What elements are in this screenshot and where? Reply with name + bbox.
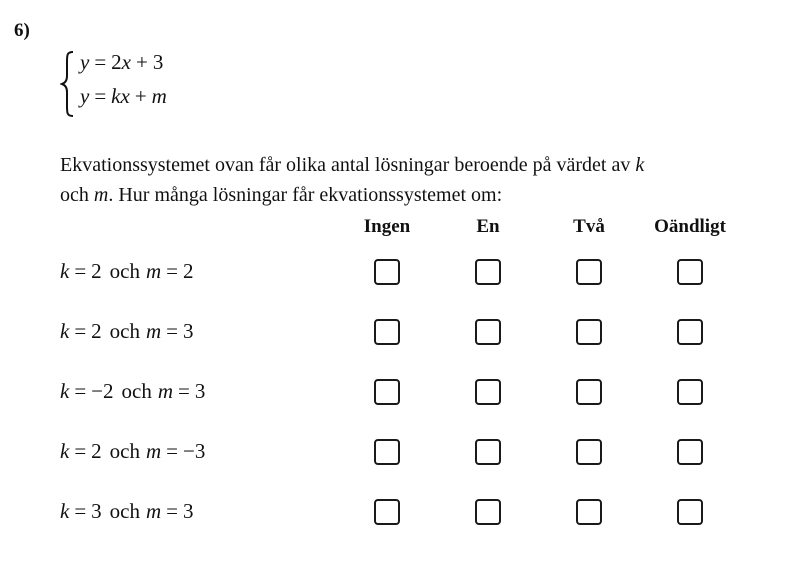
checkbox-row2-ingen[interactable] <box>374 319 400 345</box>
checkbox-row3-ingen[interactable] <box>374 379 400 405</box>
question-text: Ekvationssystemet ovan får olika antal lösningar beroende på värdet av k och m. Hur många lösningar får ekvationssystemet om: <box>60 154 645 206</box>
row-label: k = 2 och m = 2 <box>60 259 194 283</box>
column-header-tva: Två <box>573 216 605 237</box>
checkbox-row4-tva[interactable] <box>576 439 602 465</box>
checkbox-row3-oandligt[interactable] <box>677 379 703 405</box>
checkbox-row2-tva[interactable] <box>576 319 602 345</box>
checkbox-row5-oandligt[interactable] <box>677 499 703 525</box>
checkbox-row4-en[interactable] <box>475 439 501 465</box>
checkbox-row5-en[interactable] <box>475 499 501 525</box>
checkbox-row1-ingen[interactable] <box>374 259 400 285</box>
equation-system <box>60 48 260 120</box>
checkbox-row2-en[interactable] <box>475 319 501 345</box>
column-header-ingen: Ingen <box>363 216 411 237</box>
checkbox-row1-oandligt[interactable] <box>677 259 703 285</box>
checkbox-row1-tva[interactable] <box>576 259 602 285</box>
checkbox-row5-ingen[interactable] <box>374 499 400 525</box>
row-label: k = −2 och m = 3 <box>60 379 206 403</box>
column-header-en: En <box>476 216 500 237</box>
curly-brace-icon <box>60 50 76 118</box>
checkbox-row3-en[interactable] <box>475 379 501 405</box>
equation-1: y = 2x + 3 <box>80 50 164 74</box>
checkbox-row2-oandligt[interactable] <box>677 319 703 345</box>
row-label: k = 2 och m = −3 <box>60 439 206 463</box>
checkbox-row4-oandligt[interactable] <box>677 439 703 465</box>
checkbox-row1-en[interactable] <box>475 259 501 285</box>
question-number: 6) <box>14 20 30 41</box>
equation-2: y = kx + m <box>80 84 167 108</box>
checkbox-row3-tva[interactable] <box>576 379 602 405</box>
checkbox-row5-tva[interactable] <box>576 499 602 525</box>
row-label: k = 2 och m = 3 <box>60 319 194 343</box>
column-header-oandligt: Oändligt <box>654 216 726 237</box>
row-label: k = 3 och m = 3 <box>60 499 194 523</box>
checkbox-row4-ingen[interactable] <box>374 439 400 465</box>
